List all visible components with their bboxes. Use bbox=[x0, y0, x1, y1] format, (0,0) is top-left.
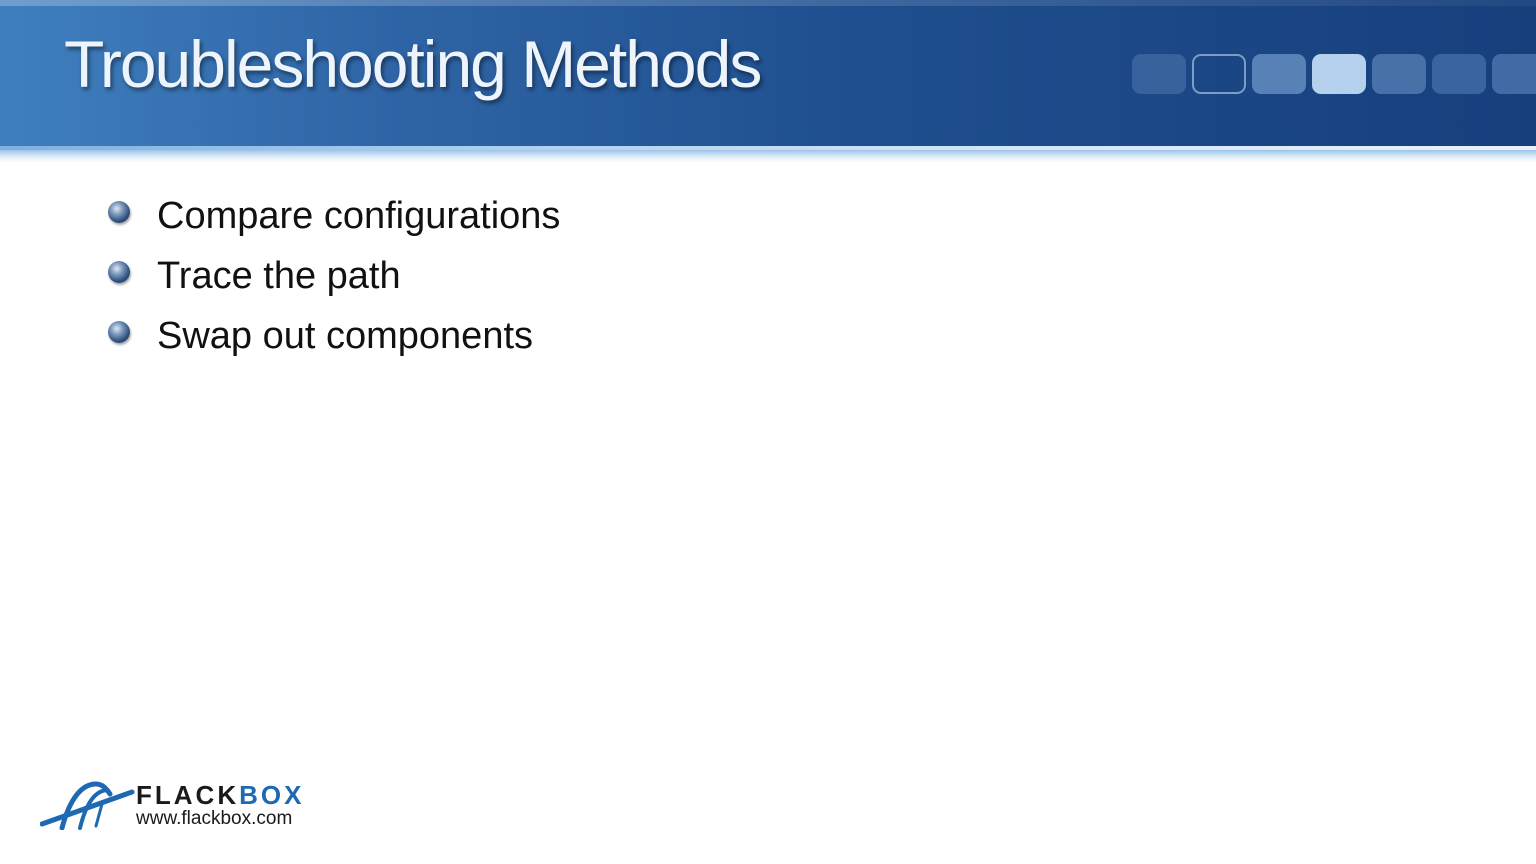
brand-url: www.flackbox.com bbox=[136, 808, 293, 829]
list-item bbox=[108, 186, 560, 246]
brand-name bbox=[136, 780, 304, 811]
decorative-tile bbox=[1192, 54, 1246, 94]
decorative-tile bbox=[1312, 54, 1366, 94]
bullet-icon bbox=[108, 261, 130, 283]
brand-name-part2: BOX bbox=[239, 780, 305, 810]
decorative-tile bbox=[1372, 54, 1426, 94]
bullet-list bbox=[108, 186, 560, 366]
decorative-tile bbox=[1252, 54, 1306, 94]
slide-title: Troubleshooting Methods bbox=[64, 27, 761, 101]
decorative-tile bbox=[1132, 54, 1186, 94]
title-banner bbox=[0, 0, 1536, 150]
decorative-tile bbox=[1432, 54, 1486, 94]
decorative-tiles bbox=[1132, 54, 1536, 94]
list-item bbox=[108, 306, 560, 366]
banner-fade bbox=[0, 150, 1536, 162]
brand-name-part1: FLACK bbox=[136, 780, 240, 810]
bullet-text: Trace the path bbox=[157, 254, 401, 297]
bullet-icon bbox=[108, 321, 130, 343]
bullet-icon bbox=[108, 201, 130, 223]
banner-highlight bbox=[0, 0, 1536, 6]
decorative-tile bbox=[1492, 54, 1536, 94]
bullet-text: Compare configurations bbox=[157, 194, 561, 237]
list-item bbox=[108, 246, 560, 306]
bullet-text: Swap out components bbox=[157, 314, 534, 357]
flackbox-logo bbox=[40, 778, 340, 834]
bridge-logo-icon bbox=[40, 778, 136, 830]
